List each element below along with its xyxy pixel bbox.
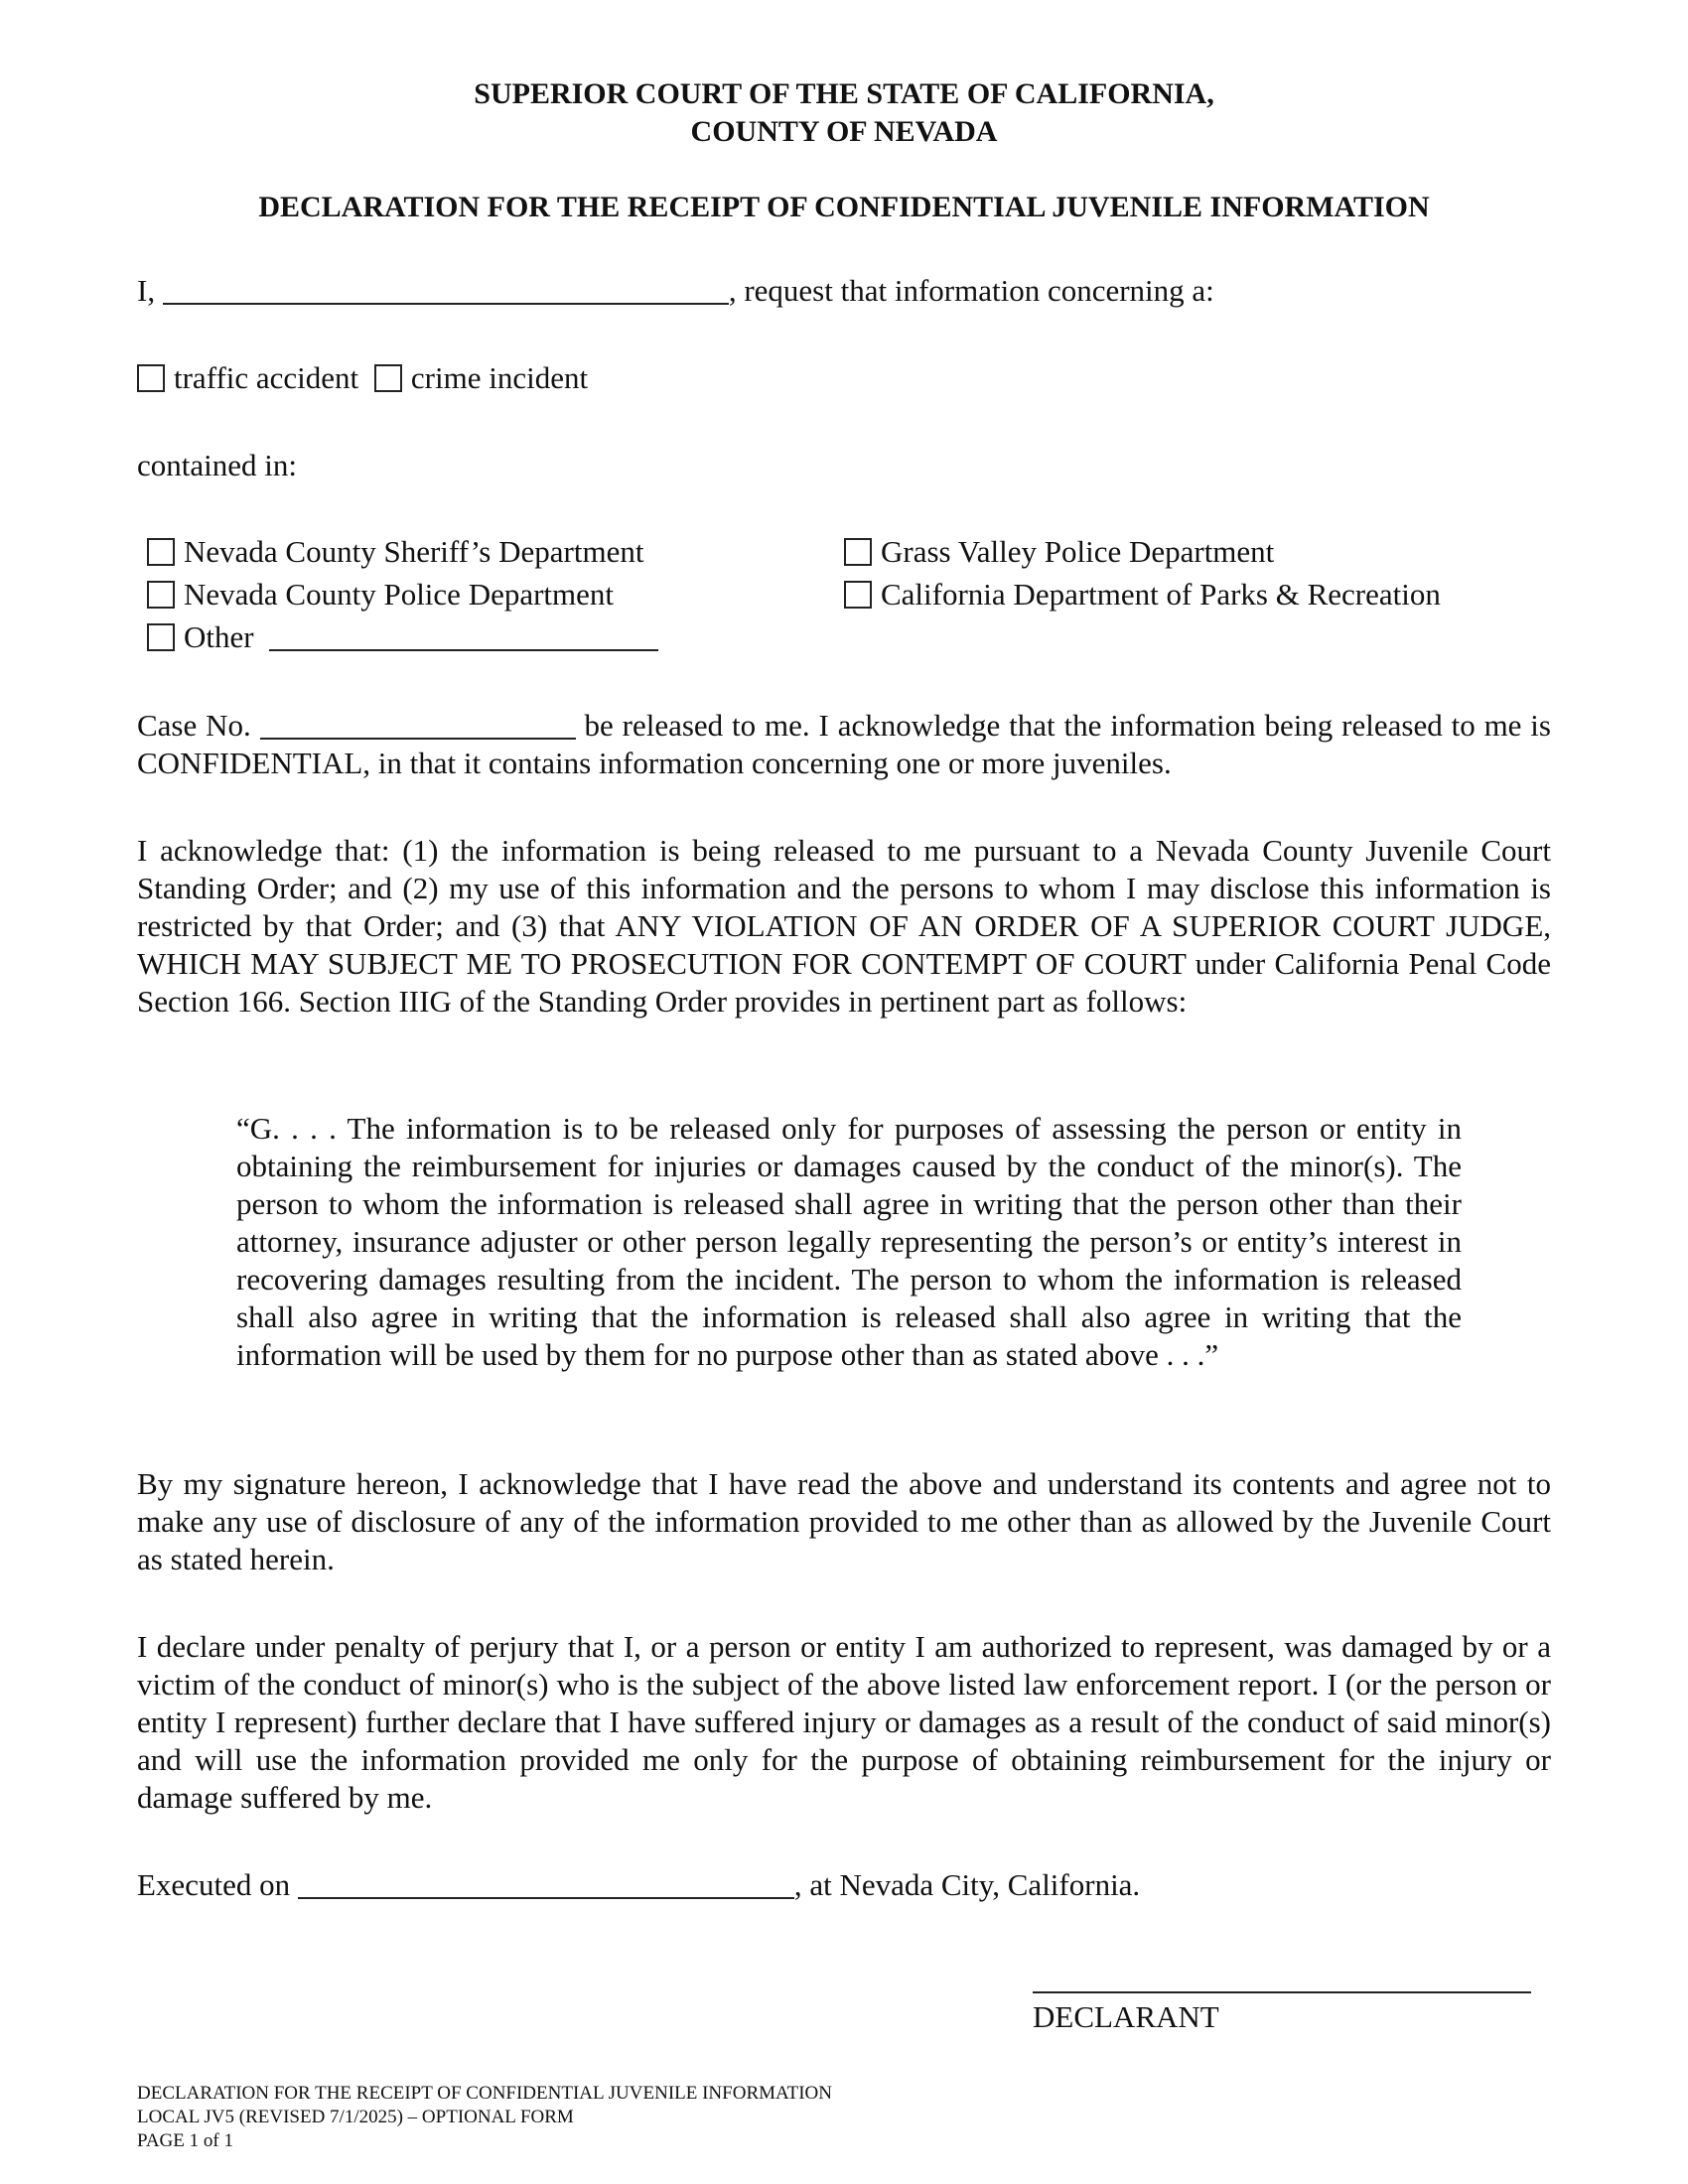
footer-page-number: PAGE 1 of 1: [137, 2130, 233, 2151]
request-suffix: , request that information concerning a:: [728, 273, 1214, 308]
agency-option: [147, 533, 643, 571]
case-number-field[interactable]: [260, 710, 576, 740]
parks-rec-checkbox[interactable]: [844, 581, 872, 609]
declarant-label: DECLARANT: [1033, 1999, 1219, 2034]
agency-option: [147, 618, 658, 656]
agency-option: [147, 576, 614, 614]
footer-form-id: LOCAL JV5 (REVISED 7/1/2025) – OPTIONAL FORM: [137, 2107, 574, 2127]
acknowledge-paragraph: I acknowledge that: (1) the information is being released to me pursuant to a Nevada County Juvenile Court Standing Order; and (2) my use of this information and the persons to whom I may disclose this information is restricted by that Order; and (3) that ANY VIOLATION OF AN ORDER OF A SUPERIOR COURT JUDGE, WHICH MAY SUBJECT ME TO PROSECUTION FOR CONTEMPT OF COURT under California Penal Code Section 166. Section IIIG of the Standing Order provides in pertinent part as follows:: [137, 833, 1551, 1019]
declarant-name-field[interactable]: [163, 275, 729, 305]
court-name: SUPERIOR COURT OF THE STATE OF CALIFORNIA,: [474, 77, 1214, 110]
other-checkbox[interactable]: [147, 623, 175, 651]
parks-rec-label: California Department of Parks & Recreation: [881, 577, 1441, 612]
request-prefix: I,: [137, 273, 156, 308]
signature-ack-paragraph: By my signature hereon, I acknowledge that I have read the above and understand its contents and agree not to make any use of disclosure of any of the information provided to me other than as allowed by the Juvenile Court as stated herein.: [137, 1466, 1551, 1576]
executed-suffix: , at Nevada City, California.: [793, 1867, 1141, 1902]
perjury-paragraph: I declare under penalty of perjury that I, or a person or entity I am authorized to represent, was damaged by or a victim of the conduct of minor(s) who is the subject of the above listed law enforcement report. I (or the person or entity I represent) further declare that I have suffered injury or damages as a result of the conduct of said minor(s) and will use the information provided me only for the purpose of obtaining reimbursement for the injury or damage suffered by me.: [137, 1629, 1551, 1815]
incident-type-group: [137, 359, 588, 397]
other-label: Other: [184, 619, 254, 654]
executed-prefix: Executed on: [137, 1867, 291, 1902]
traffic-accident-label: traffic accident: [174, 360, 359, 395]
county-police-checkbox[interactable]: [147, 581, 175, 609]
signature-field[interactable]: [1033, 1991, 1531, 1993]
case-prefix: Case No.: [137, 708, 251, 743]
county-name: COUNTY OF NEVADA: [690, 115, 998, 148]
request-line: [137, 272, 1214, 310]
contained-in-label: contained in:: [137, 448, 297, 482]
sheriff-checkbox[interactable]: [147, 538, 175, 566]
footer-title: DECLARATION FOR THE RECEIPT OF CONFIDENTIAL JUVENILE INFORMATION: [137, 2083, 833, 2104]
agency-option: [844, 576, 1441, 614]
crime-incident-checkbox[interactable]: [374, 364, 402, 392]
other-agency-field[interactable]: [269, 621, 658, 651]
grass-valley-label: Grass Valley Police Department: [881, 534, 1275, 569]
case-paragraph: [137, 707, 1551, 782]
case-suffix: be released to me. I acknowledge that the information being released to me is CONFIDENTIAL, in that it contains information concerning one or more juveniles.: [137, 708, 1551, 780]
traffic-accident-checkbox[interactable]: [137, 364, 165, 392]
standing-order-quote: “G. . . . The information is to be released only for purposes of assessing the person or entity in obtaining the reimbursement for injuries or damages caused by the conduct of the minor(s). The person to whom the information is released shall agree in writing that the person other than their attorney, insurance adjuster or other person legally representing the person’s or entity’s interest in recovering damages resulting from the incident. The person to whom the information is released shall also agree in writing that the information is released shall also agree in writing that the information will be used by them for no purpose other than as stated above . . .”: [236, 1111, 1462, 1372]
sheriff-label: Nevada County Sheriff’s Department: [184, 534, 644, 569]
execution-date-field[interactable]: [298, 1869, 794, 1899]
form-title: DECLARATION FOR THE RECEIPT OF CONFIDENTIAL JUVENILE INFORMATION: [258, 191, 1430, 223]
grass-valley-checkbox[interactable]: [844, 538, 872, 566]
executed-line: [137, 1866, 1140, 1904]
county-police-label: Nevada County Police Department: [184, 577, 615, 612]
agency-option: [844, 533, 1274, 571]
crime-incident-label: crime incident: [410, 360, 589, 395]
